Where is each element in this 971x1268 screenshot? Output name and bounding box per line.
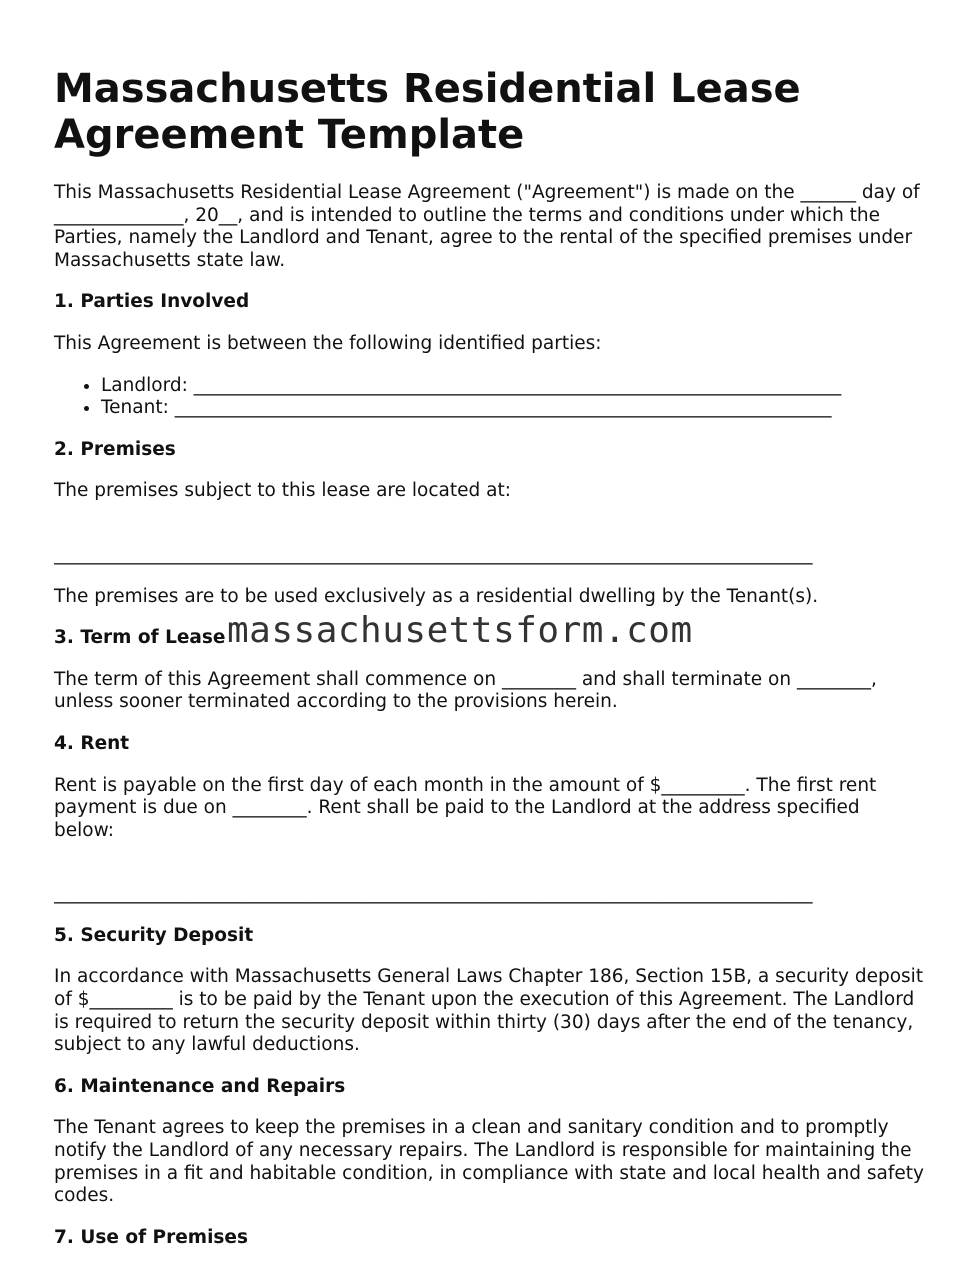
maintenance-text: The Tenant agrees to keep the premises in a clean and sanitary condition and to promptly notify the Landlord of any necessary repairs. The Landlord is responsible for maintaining the premises in a fit and habitable condition, in compliance with state and local health and safety codes. — [54, 1117, 924, 1207]
parties-text: This Agreement is between the following identified parties: — [54, 332, 602, 354]
section-heading-premises: 2. Premises — [54, 438, 176, 460]
watermark-text: massachusettsform.com — [227, 610, 693, 651]
section-heading-rent: 4. Rent — [54, 732, 130, 754]
premises-address-blank: __________________________________________________________________________________ — [54, 543, 813, 565]
premises-use-text: The premises are to be used exclusively as a residential dwelling by the Tenant(s). — [54, 585, 819, 607]
section-heading-maintenance: 6. Maintenance and Repairs — [54, 1075, 346, 1097]
deposit-text: In accordance with Massachusetts General Laws Chapter 186, Section 15B, a security deposit of $_________ is to be paid by the Tenant upon the execution of this Agreement. The Landlord is required to return the security deposit within thirty (30) days after the end of the tenancy, subject to any lawful deductions. — [54, 966, 924, 1056]
premises-spacer — [54, 522, 924, 544]
section-heading-deposit: 5. Security Deposit — [54, 924, 254, 946]
section-heading-use-of-premises: 7. Use of Premises — [54, 1226, 248, 1248]
section-heading-term: 3. Term of Lease — [54, 627, 226, 649]
premises-text: The premises subject to this lease are located at: — [54, 480, 511, 502]
document-page — [54, 66, 924, 1268]
intro-paragraph: This Massachusetts Residential Lease Agreement ("Agreement") is made on the ______ day of ______________, 20__, and is intended to outline the terms and conditions under which the Parties, namely the Landlord and Tenant, agree to the rental of the specified premises under Massachusetts state law. — [54, 182, 920, 271]
rent-spacer — [54, 861, 924, 883]
document-title: Massachusetts Residential Lease Agreement Template — [54, 66, 801, 158]
rent-address-blank: __________________________________________________________________________________ — [54, 883, 813, 905]
rent-text: Rent is payable on the first day of each month in the amount of $_________. The first rent payment is due on ________. Rent shall be paid to the Landlord at the address specified below: — [54, 774, 877, 841]
term-text: The term of this Agreement shall commence on ________ and shall terminate on ________, unless sooner terminated according to the provisions herein. — [54, 668, 877, 713]
tenant-line: • Tenant: _______________________________________________________________________ — [101, 397, 924, 420]
section-heading-parties: 1. Parties Involved — [54, 291, 250, 313]
parties-list — [54, 375, 924, 420]
landlord-line: • Landlord: ______________________________________________________________________ — [101, 375, 924, 398]
